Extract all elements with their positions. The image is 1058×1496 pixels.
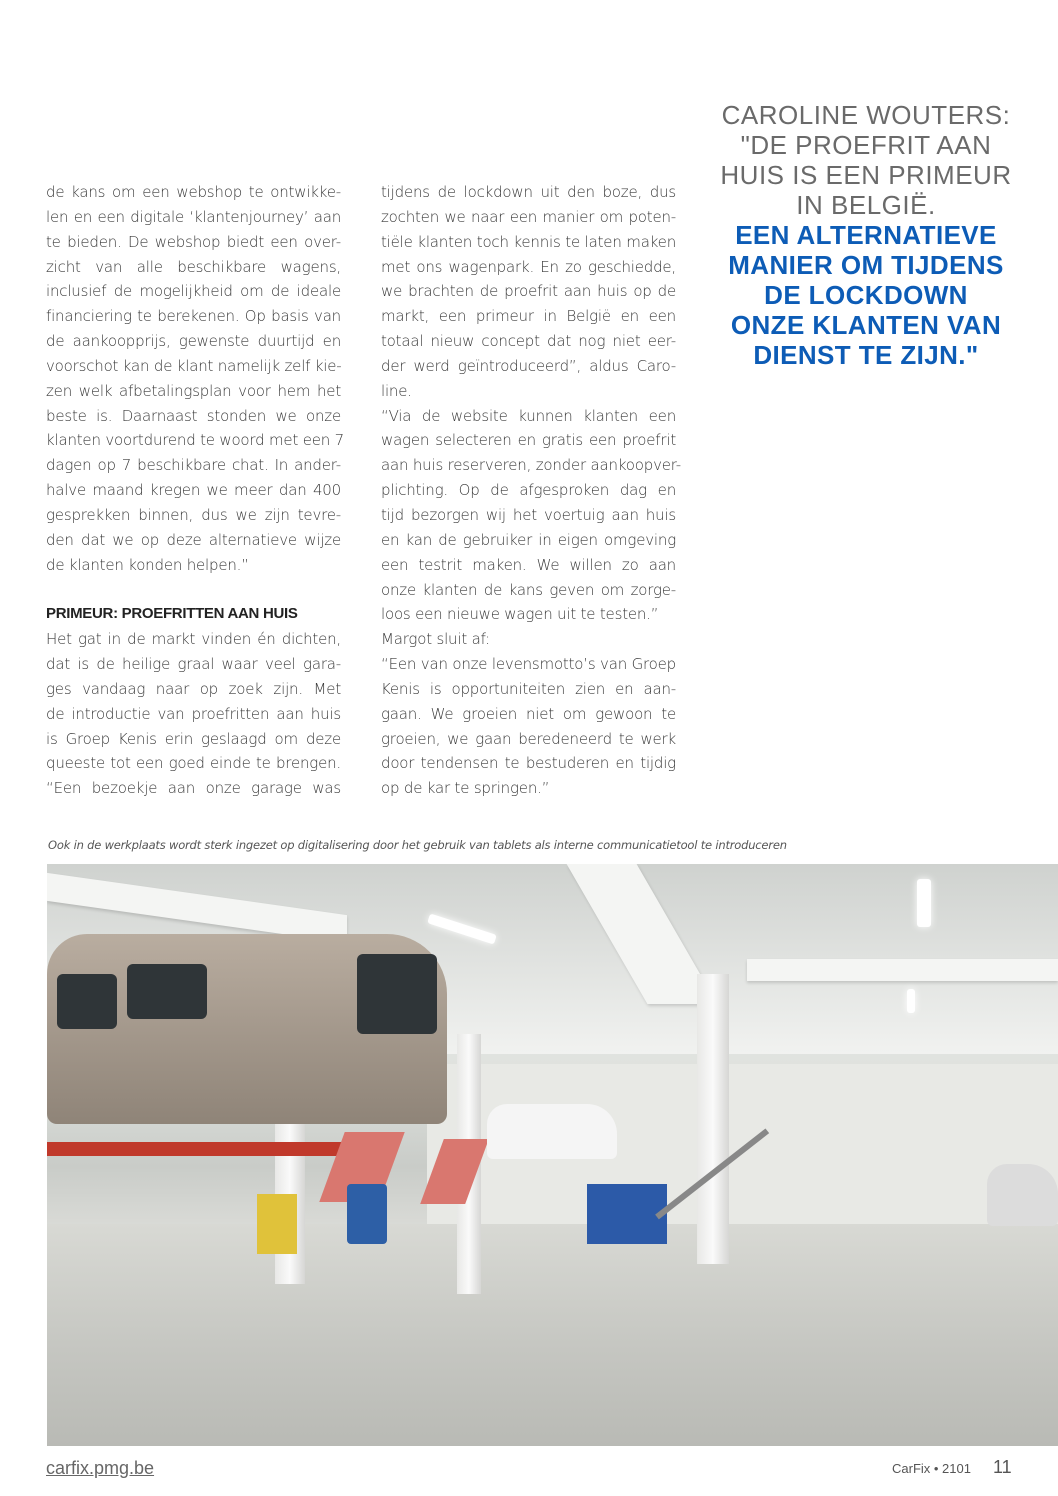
- text-line: markt, een primeur in België en een: [381, 307, 676, 326]
- paragraph: [46, 180, 344, 578]
- quote-line: IN BELGIË.: [796, 190, 936, 220]
- paragraph: [381, 627, 676, 652]
- text-line: plichting. Op de afgesproken dag en: [381, 481, 676, 500]
- text-line: met ons wagenpark. En zo geschiedde,: [381, 257, 676, 276]
- text-line: de klanten konden helpen.”: [46, 555, 249, 574]
- text-line: halve maand kregen we meer dan 400: [46, 481, 341, 500]
- text-line: zen welk afbetalingsplan voor hem het: [46, 381, 341, 400]
- parked-car: [487, 1104, 617, 1159]
- text-line: en kan de gebruiker in eigen omgeving: [381, 530, 676, 549]
- floor: [47, 1224, 1058, 1446]
- text-line: zochten we naar een manier om poten-: [381, 207, 676, 226]
- text-line: is Groep Kenis erin geslaagd om deze: [46, 729, 341, 748]
- text-line: de aankoopprijs, gewenste duurtijd en: [46, 332, 341, 351]
- text-line: klanten voortdurend te woord met een 7: [46, 431, 344, 450]
- website-link[interactable]: carfix.pmg.be: [46, 1458, 155, 1478]
- quote-line: HUIS IS EEN PRIMEUR: [720, 160, 1012, 190]
- article-column-1: [46, 180, 344, 801]
- text-line: den dat we op deze alternatieve wijze: [46, 530, 341, 549]
- text-line: der werd geïntroduceerd”, aldus Caro-: [381, 356, 676, 375]
- text-line: tijd bezorgen wij het voertuig aan huis: [381, 505, 676, 524]
- text-line: een testrit maken. We willen zo aan: [381, 555, 676, 574]
- workshop-photo: [47, 864, 1058, 1446]
- text-line: we brachten de proefrit aan huis op de: [381, 282, 676, 301]
- text-line: groeien, we gaan beredeneerd te werk: [381, 729, 676, 748]
- text-line: len en een digitale ‘klantenjourney’ aan: [46, 207, 341, 226]
- paragraph: [381, 180, 676, 404]
- text-line: zicht van alle beschikbare wagens,: [46, 257, 341, 276]
- pull-quote: [712, 100, 1020, 370]
- text-line: inclusief de mogelijkheid om de ideale: [46, 282, 341, 301]
- text-line: gesprekken binnen, dus we zijn tevre-: [46, 505, 341, 524]
- text-line: gaan. We groeien niet om gewoon te: [381, 704, 676, 723]
- text-line: op de kar te springen.”: [381, 779, 550, 798]
- text-line: aan huis reserveren, zonder aankoopver-: [381, 456, 682, 475]
- text-line: de introductie van proefritten aan huis: [46, 704, 341, 723]
- text-line: ges vandaag naar op zoek zijn. Met: [46, 679, 341, 698]
- pull-quote-highlight: [712, 220, 1020, 370]
- magazine-issue: CarFix • 2101: [892, 1461, 971, 1476]
- article-column-2: [381, 180, 682, 801]
- paragraph: [46, 627, 341, 801]
- text-line: totaal nieuw concept dat nog niet eer-: [381, 332, 676, 351]
- photo-caption: Ook in de werkplaats wordt sterk ingezet op digitalisering door het gebruik van tablets als interne communicatietool te introduceren: [48, 838, 787, 852]
- page-number: 11: [993, 1457, 1012, 1477]
- van-window: [127, 964, 207, 1019]
- text-line: onze klanten de kans geven om zorge-: [381, 580, 676, 599]
- text-line: de kans om een webshop te ontwikke-: [46, 183, 341, 201]
- text-line: queeste tot een goed einde te brengen.: [46, 754, 341, 773]
- text-line: beste is. Daarnaast stonden we onze: [46, 406, 341, 425]
- text-line: “Een bezoekje aan onze garage was: [46, 779, 341, 798]
- text-line: loos een nieuwe wagen uit te testen.”: [381, 605, 659, 624]
- text-line: dat is de heilige graal waar veel gara-: [46, 655, 341, 674]
- ceiling-light: [907, 989, 915, 1013]
- text-line: te bieden. De webshop biedt een over-: [46, 232, 341, 251]
- text-line: tijdens de lockdown uit den boze, dus: [381, 183, 676, 201]
- van-window: [57, 974, 117, 1029]
- blue-barrel: [347, 1184, 387, 1244]
- yellow-equipment: [257, 1194, 297, 1254]
- paragraph: [381, 404, 682, 628]
- parked-car: [987, 1164, 1058, 1226]
- text-line: wagen selecteren en gratis een proefrit: [381, 431, 676, 450]
- text-line: Kenis is opportuniteiten zien en aan-: [381, 679, 676, 698]
- text-line: line.: [381, 381, 412, 400]
- pillar: [697, 974, 729, 1264]
- text-line: door tendensen te bestuderen en tijdig: [381, 754, 676, 773]
- quote-line: ONZE KLANTEN VAN: [730, 310, 1002, 340]
- text-line: financiering te berekenen. Op basis van: [46, 307, 341, 326]
- quote-line: DIENST TE ZIJN.": [753, 340, 979, 370]
- ceiling-beam: [747, 959, 1058, 981]
- quote-line: CAROLINE WOUTERS:: [721, 100, 1011, 130]
- ceiling-light: [917, 879, 931, 927]
- text-line: “Via de website kunnen klanten een: [381, 406, 676, 425]
- paragraph: [381, 652, 676, 801]
- lift-arm: [47, 1142, 377, 1156]
- text-line: tiële klanten toch kennis te laten maken: [381, 232, 676, 251]
- text-line: dagen op 7 beschikbare chat. In ander-: [46, 456, 341, 475]
- van-window: [357, 954, 437, 1034]
- text-line: voorschot kan de klant namelijk zelf kie-: [46, 356, 342, 375]
- quote-line: "DE PROEFRIT AAN: [740, 130, 992, 160]
- quote-line: EEN ALTERNATIEVE: [735, 220, 997, 250]
- text-line: “Een van onze levensmotto’s van Groep: [381, 655, 676, 674]
- text-line: Margot sluit af:: [381, 630, 490, 649]
- section-heading: PRIMEUR: PROEFRITTEN AAN HUIS: [46, 605, 298, 623]
- van-on-lift: [47, 934, 447, 1124]
- pull-quote-attribution: [712, 100, 1020, 220]
- quote-line: MANIER OM TIJDENS: [728, 250, 1004, 280]
- text-line: Het gat in de markt vinden én dichten,: [46, 630, 341, 649]
- quote-line: DE LOCKDOWN: [764, 280, 968, 310]
